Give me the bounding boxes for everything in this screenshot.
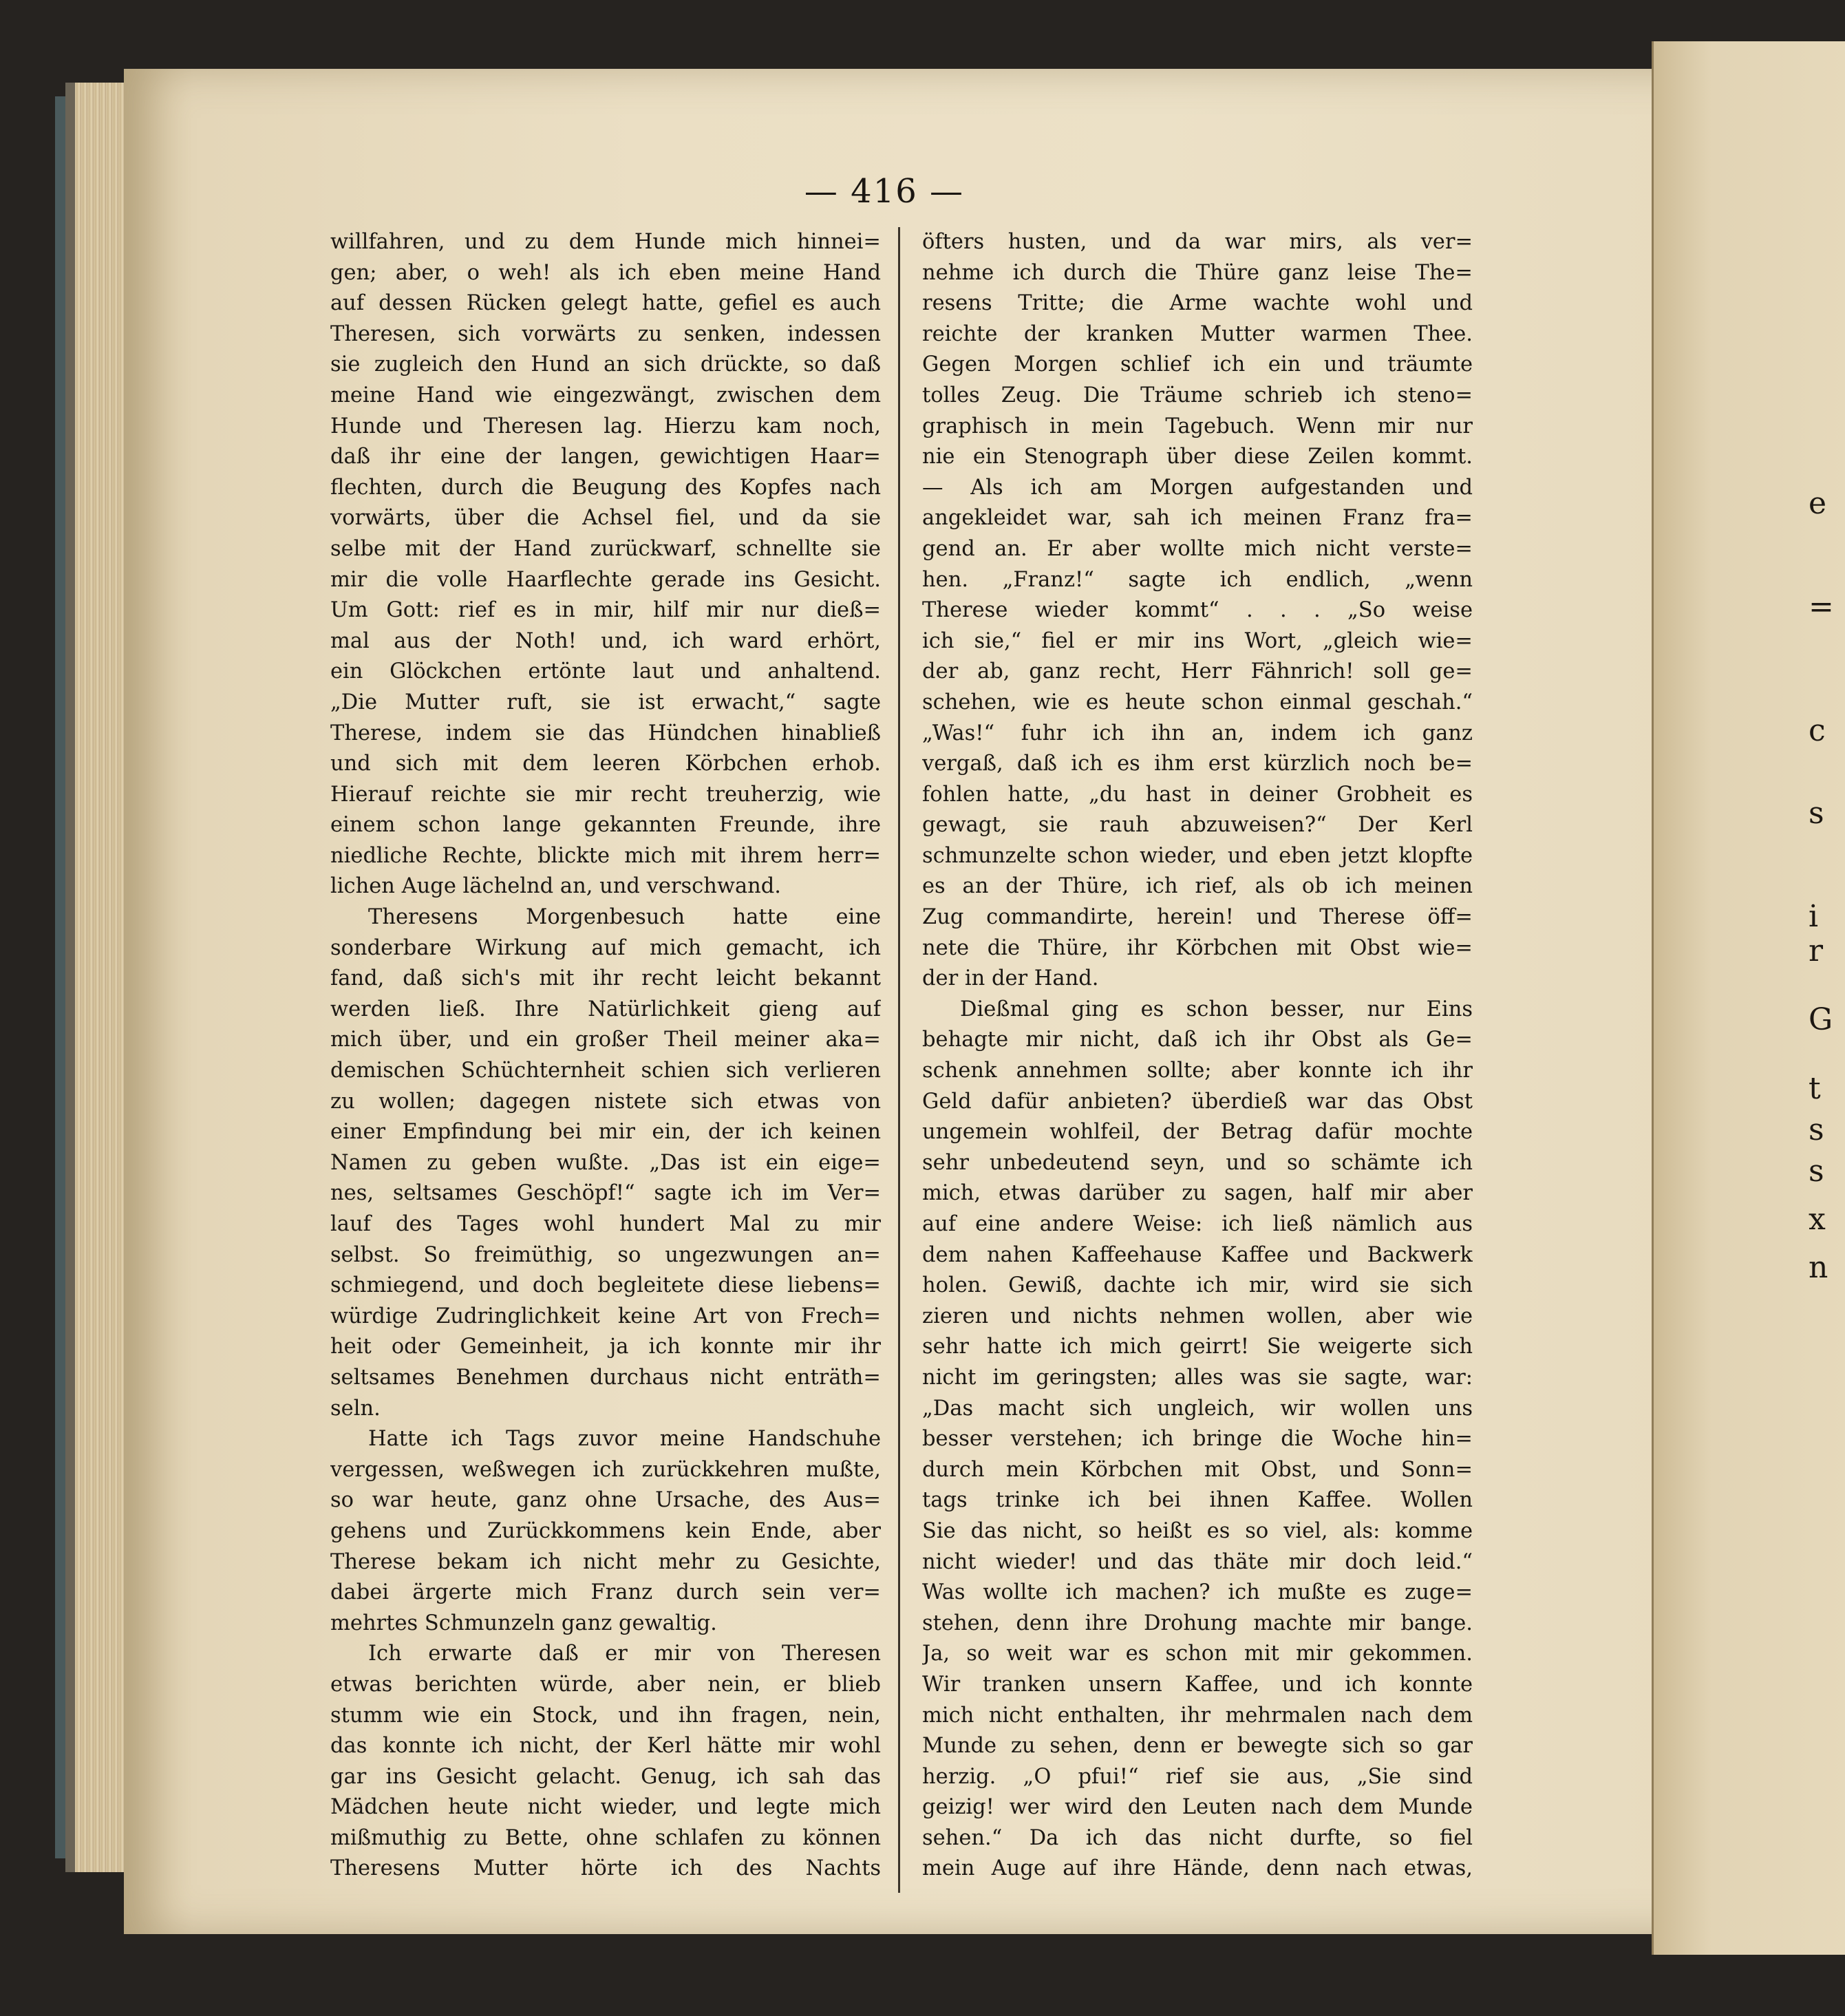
text-line: zieren und nichts nehmen wollen, aber wie [922,1304,1473,1328]
text-line: lichen Auge lächelnd an, und verschwand. [330,874,782,899]
text-line: geizig! wer wird den Leuten nach dem Munde [922,1795,1473,1820]
text-line: demischen Schüchternheit schien sich verlieren [330,1059,881,1083]
text-line: der ab, ganz recht, Herr Fähnrich! soll ge= [922,659,1473,684]
text-line: willfahren, und zu dem Hunde mich hinnei= [330,230,881,254]
text-line: holen. Gewiß, dachte ich mir, wird sie sich [922,1273,1473,1298]
text-line: der in der Hand. [922,966,1099,991]
text-line: stehen, denn ihre Drohung machte mir bange. [922,1611,1473,1635]
text-line: nicht im geringsten; alles was sie sagte, war: [922,1365,1473,1390]
next-page-fragment: = [1809,589,1834,624]
text-line: so war heute, ganz ohne Ursache, des Aus= [330,1488,881,1513]
text-line: niedliche Rechte, blickte mich mit ihrem herr= [330,843,881,868]
text-line: Gegen Morgen schlief ich ein und träumte [922,352,1473,377]
text-line: öfters husten, und da war mirs, als ver= [922,230,1473,254]
text-line: seltsames Benehmen durchaus nicht enträth= [330,1365,881,1390]
text-line: mich über, und ein großer Theil meiner aka= [330,1028,881,1052]
text-line: ungemein wohlfeil, der Betrag dafür mochte [922,1120,1473,1145]
text-line: angekleidet war, sah ich meinen Franz fra= [922,506,1473,531]
text-line: ein Glöckchen ertönte laut und anhaltend. [330,659,881,684]
text-line: — Als ich am Morgen aufgestanden und [922,475,1473,500]
text-line: fand, daß sich's mit ihr recht leicht bekannt [330,966,881,991]
text-line: behagte mir nicht, daß ich ihr Obst als Ge= [922,1028,1473,1052]
text-line: sie zugleich den Hund an sich drückte, so daß [330,352,881,377]
text-line: sehr hatte ich mich geirrt! Sie weigerte sich [922,1335,1473,1359]
text-line: tags trinke ich bei ihnen Kaffee. Wollen [922,1488,1473,1513]
text-line: auf dessen Rücken gelegt hatte, gefiel es auch [330,291,881,316]
text-line: Namen zu geben wußte. „Das ist ein eige= [330,1150,881,1175]
page-number: — 416 — [804,172,965,211]
next-page-fragment: i [1809,899,1819,934]
text-line: sonderbare Wirkung auf mich gemacht, ich [330,935,881,960]
text-line: Munde zu sehen, denn er bewegte sich so gar [922,1734,1473,1759]
text-line: gen; aber, o weh! als ich eben meine Hand [330,260,881,285]
text-line: stumm wie ein Stock, und ihn fragen, nein, [330,1703,881,1728]
text-line: Theresens Morgenbesuch hatte eine [368,905,881,930]
next-page-fragment: x [1809,1202,1826,1237]
text-line: vergessen, weßwegen ich zurückkehren mußte, [330,1457,881,1482]
text-line: Theresen, sich vorwärts zu senken, indessen [330,321,881,346]
next-page-fragment: n [1809,1250,1828,1285]
text-line: lauf des Tages wohl hundert Mal zu mir [330,1212,881,1236]
text-line: Was wollte ich machen? ich mußte es zuge= [922,1580,1473,1605]
text-line: nete die Thüre, ihr Körbchen mit Obst wie= [922,935,1473,960]
text-line: Hunde und Theresen lag. Hierzu kam noch, [330,414,881,438]
text-line: Therese wieder kommt“ . . . „So weise [922,598,1473,623]
text-line: es an der Thüre, ich rief, als ob ich meinen [922,874,1473,899]
text-line: werden ließ. Ihre Natürlichkeit gieng auf [330,997,881,1021]
text-line: schenk annehmen sollte; aber konnte ich ihr [922,1059,1473,1083]
text-line: heit oder Gemeinheit, ja ich konnte mir ihr [330,1335,881,1359]
text-line: mißmuthig zu Bette, ohne schlafen zu können [330,1825,881,1850]
next-page-fragment: s [1809,1154,1824,1189]
text-line: Zug commandirte, herein! und Therese öff= [922,905,1473,930]
next-page-fragment: s [1809,796,1824,831]
text-line: Um Gott: rief es in mir, hilf mir nur dieß= [330,598,881,623]
next-page-fragment: e [1809,486,1827,521]
text-line: Ich erwarte daß er mir von Theresen [368,1642,881,1666]
text-line: schehen, wie es heute schon einmal geschah.“ [922,690,1473,714]
text-line: Sie das nicht, so heißt es so viel, als: komme [922,1518,1473,1543]
text-line: schmiegend, und doch begleitete diese liebens= [330,1273,881,1298]
next-page-sliver [1652,41,1845,1955]
next-page-fragment: c [1809,713,1826,748]
text-line: hen. „Franz!“ sagte ich endlich, „wenn [922,567,1473,592]
text-line: dem nahen Kaffeehause Kaffee und Backwerk [922,1242,1473,1267]
text-line: nehme ich durch die Thüre ganz leise The= [922,260,1473,285]
text-line: vorwärts, über die Achsel fiel, und da sie [330,506,881,531]
next-page-fragment: r [1809,933,1824,968]
text-line: Theresens Mutter hörte ich des Nachts [330,1856,881,1881]
text-line: durch mein Körbchen mit Obst, und Sonn= [922,1457,1473,1482]
text-line: mal aus der Noth! und, ich ward erhört, [330,628,881,653]
text-line: Dießmal ging es schon besser, nur Eins [960,997,1473,1021]
text-line: gar ins Gesicht gelacht. Genug, ich sah das [330,1764,881,1789]
text-line: einer Empfindung bei mir ein, der ich keinen [330,1120,881,1145]
text-line: gehens und Zurückkommens kein Ende, aber [330,1518,881,1543]
text-line: flechten, durch die Beugung des Kopfes nach [330,475,881,500]
text-line: seln. [330,1396,381,1421]
text-line: Mädchen heute nicht wieder, und legte mich [330,1795,881,1820]
text-line: mehrtes Schmunzeln ganz gewaltig. [330,1611,717,1635]
text-line: vergaß, daß ich es ihm erst kürzlich noch be= [922,752,1473,776]
text-line: Hierauf reichte sie mir recht treuherzig, wie [330,782,881,807]
text-line: mein Auge auf ihre Hände, denn nach etwas, [922,1856,1473,1881]
text-line: nicht wieder! und das thäte mir doch leid.“ [922,1549,1473,1574]
text-line: selbe mit der Hand zurückwarf, schnellte sie [330,536,881,561]
text-line: mich, etwas darüber zu sagen, half mir aber [922,1181,1473,1206]
text-line: gewagt, sie rauh abzuweisen?“ Der Kerl [922,813,1473,838]
next-page-fragment: t [1809,1071,1821,1106]
text-line: tolles Zeug. Die Träume schrieb ich steno= [922,383,1473,407]
text-line: nes, seltsames Geschöpf!“ sagte ich im Ver= [330,1181,881,1206]
text-line: etwas berichten würde, aber nein, er blieb [330,1672,881,1697]
text-line: Wir tranken unsern Kaffee, und ich konnte [922,1672,1473,1697]
text-line: graphisch in mein Tagebuch. Wenn mir nur [922,414,1473,438]
text-line: sehr unbedeutend seyn, und so schämte ich [922,1150,1473,1175]
text-line: mich nicht enthalten, ihr mehrmalen nach dem [922,1703,1473,1728]
text-line: selbst. So freimüthig, so ungezwungen an= [330,1242,881,1267]
text-line: mir die volle Haarflechte gerade ins Gesicht. [330,567,881,592]
text-line: zu wollen; dagegen nistete sich etwas von [330,1089,881,1114]
text-line: und sich mit dem leeren Körbchen erhob. [330,752,881,776]
text-line: dabei ärgerte mich Franz durch sein ver= [330,1580,881,1605]
text-line: herzig. „O pfui!“ rief sie aus, „Sie sind [922,1764,1473,1789]
text-line: gend an. Er aber wollte mich nicht verste= [922,536,1473,561]
text-line: reichte der kranken Mutter warmen Thee. [922,321,1473,346]
left-text-column [330,227,881,1885]
text-line: „Die Mutter ruft, sie ist erwacht,“ sagte [330,690,881,714]
text-line: Therese bekam ich nicht mehr zu Gesichte, [330,1549,881,1574]
right-text-column [922,227,1473,1885]
text-line: Geld dafür anbieten? überdieß war das Obst [922,1089,1473,1114]
next-page-fragment: s [1809,1112,1824,1147]
column-divider [898,227,900,1893]
text-line: „Das macht sich ungleich, wir wollen uns [922,1396,1473,1421]
text-line: resens Tritte; die Arme wachte wohl und [922,291,1473,316]
text-line: einem schon lange gekannten Freunde, ihre [330,813,881,838]
text-line: würdige Zudringlichkeit keine Art von Frech= [330,1304,881,1328]
text-line: das konnte ich nicht, der Kerl hätte mir wohl [330,1734,881,1759]
text-line: nie ein Stenograph über diese Zeilen kommt. [922,445,1473,469]
text-line: Therese, indem sie das Hündchen hinabließ [330,721,881,745]
text-line: meine Hand wie eingezwängt, zwischen dem [330,383,881,407]
text-line: besser verstehen; ich bringe die Woche hin= [922,1427,1473,1452]
text-line: daß ihr eine der langen, gewichtigen Haar= [330,445,881,469]
text-line: Hatte ich Tags zuvor meine Handschuhe [368,1427,881,1452]
text-line: ich sie,“ fiel er mir ins Wort, „gleich wie= [922,628,1473,653]
next-page-fragment: G [1809,1002,1833,1037]
text-line: fohlen hatte, „du hast in deiner Grobheit es [922,782,1473,807]
text-line: sehen.“ Da ich das nicht durfte, so fiel [922,1825,1473,1850]
text-line: schmunzelte schon wieder, und eben jetzt klopfte [922,843,1473,868]
text-line: Ja, so weit war es schon mit mir gekommen. [922,1642,1473,1666]
text-line: auf eine andere Weise: ich ließ nämlich aus [922,1212,1473,1236]
text-line: „Was!“ fuhr ich ihn an, indem ich ganz [922,721,1473,745]
